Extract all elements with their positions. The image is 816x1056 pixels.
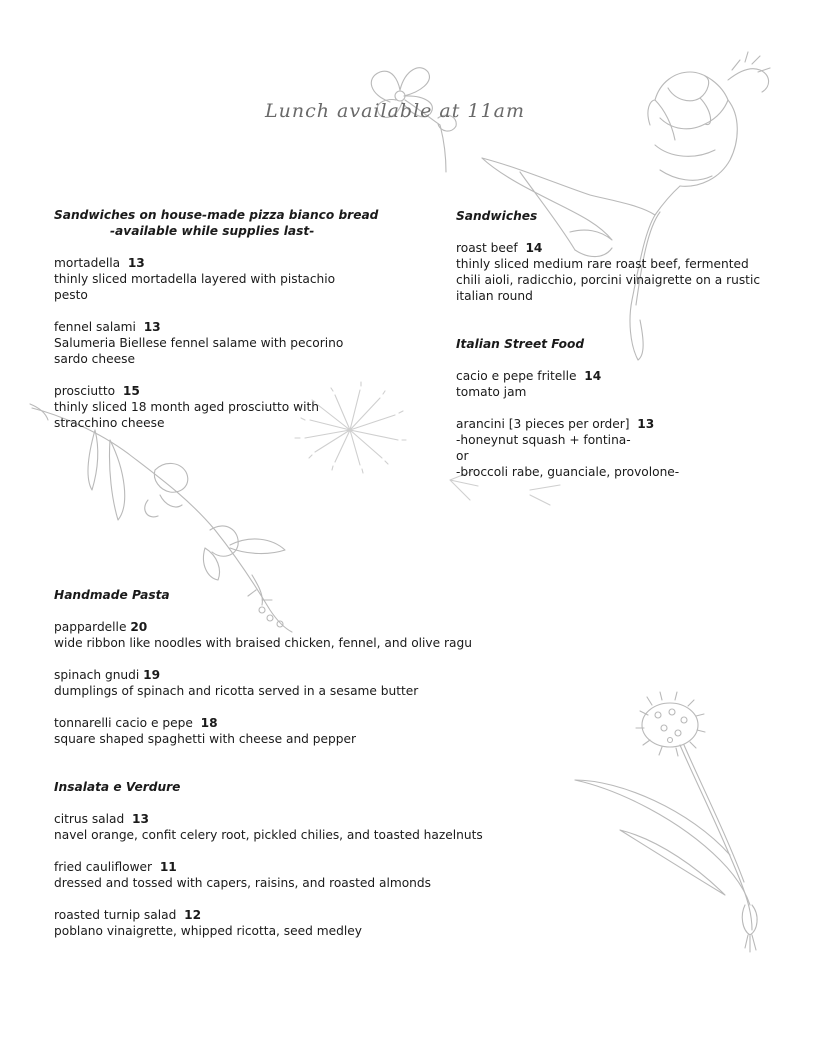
- sandwiches-section: [456, 208, 786, 304]
- menu-item: [54, 811, 574, 843]
- item-name: prosciutto: [54, 384, 116, 398]
- menu-item: [54, 715, 574, 747]
- menu-item: [54, 383, 384, 431]
- menu-item: [54, 907, 574, 939]
- section-heading: Handmade Pasta: [54, 588, 170, 602]
- item-description: dressed and tossed with capers, raisins, and roasted almonds: [54, 876, 431, 890]
- menu-item: [456, 416, 786, 480]
- item-price: 12: [184, 908, 202, 922]
- item-price: 11: [159, 860, 177, 874]
- item-name: roasted turnip salad: [54, 908, 177, 922]
- item-description: thinly sliced medium rare roast beef, fermented: [456, 257, 749, 271]
- menu-item: [54, 319, 384, 367]
- menu-item: [54, 255, 384, 303]
- section-heading: Sandwiches: [456, 209, 538, 223]
- menu-item: [54, 859, 574, 891]
- artichoke-illustration: [482, 52, 770, 360]
- item-description: or: [456, 449, 469, 463]
- item-description: italian round: [456, 289, 533, 303]
- street-food-section: [456, 336, 786, 480]
- menu-item: [54, 667, 574, 699]
- item-description: -honeynut squash + fontina-: [456, 433, 631, 447]
- item-price: 18: [200, 716, 218, 730]
- item-description: -broccoli rabe, guanciale, provolone-: [456, 465, 680, 479]
- item-description: pesto: [54, 288, 88, 302]
- section-heading: Sandwiches on house-made pizza bianco bread: [54, 208, 379, 222]
- item-description: tomato jam: [456, 385, 527, 399]
- item-name: pappardelle: [54, 620, 127, 634]
- item-description: poblano vinaigrette, whipped ricotta, seed medley: [54, 924, 362, 938]
- item-price: 14: [525, 241, 543, 255]
- pasta-section: [54, 587, 574, 747]
- item-description: stracchino cheese: [54, 416, 165, 430]
- item-name: roast beef: [456, 241, 518, 255]
- item-name: spinach gnudi: [54, 668, 140, 682]
- item-description: navel orange, confit celery root, pickled chilies, and toasted hazelnuts: [54, 828, 483, 842]
- item-name: cacio e pepe fritelle: [456, 369, 577, 383]
- item-description: Salumeria Biellese fennel salame with pecorino: [54, 336, 344, 350]
- section-subheading: -available while supplies last-: [110, 224, 315, 238]
- item-price: 13: [127, 256, 145, 270]
- menu-item: [456, 368, 786, 400]
- menu-item: [456, 240, 786, 304]
- allium-illustration: [575, 692, 757, 952]
- item-price: 15: [122, 384, 140, 398]
- item-price: 20: [130, 620, 148, 634]
- item-description: thinly sliced 18 month aged prosciutto with: [54, 400, 319, 414]
- section-heading: Insalata e Verdure: [54, 780, 181, 794]
- item-description: wide ribbon like noodles with braised chicken, fennel, and olive ragu: [54, 636, 472, 650]
- item-price: 19: [143, 668, 161, 682]
- item-name: arancini [3 pieces per order]: [456, 417, 630, 431]
- item-description: thinly sliced mortadella layered with pistachio: [54, 272, 336, 286]
- item-name: mortadella: [54, 256, 121, 270]
- item-description: dumplings of spinach and ricotta served in a sesame butter: [54, 684, 419, 698]
- item-description: sardo cheese: [54, 352, 135, 366]
- item-price: 14: [584, 369, 602, 383]
- item-price: 13: [131, 812, 149, 826]
- item-description: chili aioli, radicchio, porcini vinaigrette on a rustic: [456, 273, 761, 287]
- item-name: fennel salami: [54, 320, 136, 334]
- item-name: fried cauliflower: [54, 860, 153, 874]
- page-title: Lunch available at 11am: [265, 100, 525, 122]
- item-name: tonnarelli cacio e pepe: [54, 716, 193, 730]
- section-heading: Italian Street Food: [456, 337, 585, 351]
- item-name: citrus salad: [54, 812, 125, 826]
- menu-item: [54, 619, 574, 651]
- item-price: 13: [637, 417, 655, 431]
- item-price: 13: [143, 320, 161, 334]
- pizza-bianco-section: [54, 207, 384, 431]
- item-description: square shaped spaghetti with cheese and pepper: [54, 732, 357, 746]
- salads-section: [54, 779, 574, 939]
